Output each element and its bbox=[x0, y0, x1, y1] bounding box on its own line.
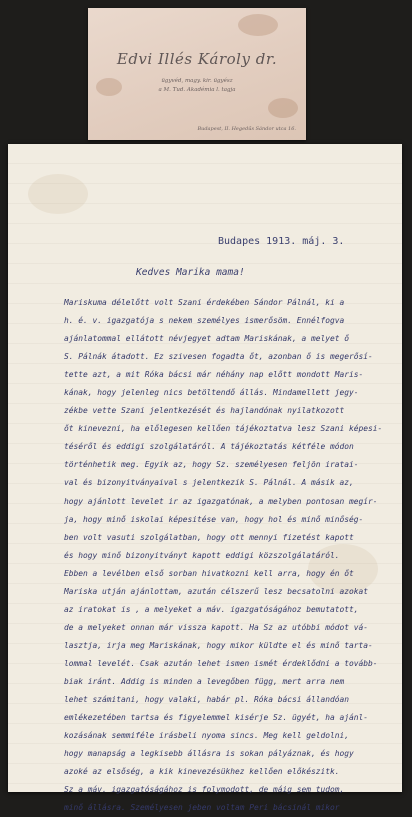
letter-date: Budapes 1913. máj. 3. bbox=[218, 236, 345, 247]
letter-line: minő állásra. Személyesen jeben voltam Peri bácsinál mikor bbox=[64, 803, 340, 813]
letter-line: hogy manapság a legkisebb állásra is sokan pályáznak, és hogy bbox=[64, 749, 354, 759]
letter-line: hogy ajánlott levelet ir az igazgatónak, a melyben pontosan megír- bbox=[64, 496, 378, 506]
letter-line: azoké az elsőség, a kik kinevezésükhez kellően előkészitk. bbox=[64, 767, 340, 777]
letter-line: lommal levelét. Csak azután lehet ismen ismét érdeklődni a tovább- bbox=[64, 658, 378, 668]
card-membership-line: a M. Tud. Akadémia l. tagja bbox=[158, 87, 236, 93]
letter-line: az iratokat is , a melyeket a máv. igazgatóságához bemutatott, bbox=[64, 604, 359, 614]
letter-line: ja, hogy minő iskolai képesitése van, hogy hol és minő minőség- bbox=[64, 514, 364, 524]
letter-line: Mariskuma délelőtt volt Szani érdekében Sándor Pálnál, ki a bbox=[64, 298, 345, 307]
letter-line: Ebben a levélben első sorban hivatkozni kell arra, hogy én őt bbox=[64, 568, 354, 578]
letter-line: S. Pálnák átadott. Ez szivesen fogadta őt, azonban ő is megerősí- bbox=[64, 352, 373, 362]
business-card bbox=[88, 8, 306, 140]
letter-line: téséről és eddigi szolgálatáról. A tájékoztatás kétféle módon bbox=[64, 442, 354, 452]
letter-line: emlékezetében tartsa és figyelemmel kisérje Sz. ügyét, ha ajánl- bbox=[64, 713, 369, 723]
card-address: Budapest, II. Hegedűs Sándor utca 16. bbox=[197, 126, 296, 132]
letter-line: és hogy minő bizonyitványt kapott eddigi közszolgálatáról. bbox=[64, 550, 340, 560]
letter-line: történhetik meg. Egyik az, hogy Sz. személyesen feljön iratai- bbox=[64, 460, 359, 470]
letter-line: kozásának semmiféle irásbeli nyoma sincs. Meg kell geldolni, bbox=[64, 731, 350, 741]
letter-page bbox=[8, 144, 402, 813]
letter-line: lasztja, irja meg Mariskának, hogy mikor küldte el és minő tarta- bbox=[64, 640, 373, 650]
letter-line: ajánlatommal ellátott névjegyet adtam Mariskának, a melyet ő bbox=[64, 334, 350, 344]
letter-line: kának, hogy jelenleg nics betöltendő állás. Mindamellett jegy- bbox=[64, 388, 359, 398]
letter-line: zékbe vette Szani jelentkezését és hajlandónak nyilatkozott bbox=[64, 406, 345, 416]
letter-line: lehet számitani, hogy valaki, habár pl. Róka bácsi állandóan bbox=[64, 695, 350, 705]
letter-line: biak iránt. Addig is minden a levegőben függ, mert arra nem bbox=[64, 676, 345, 686]
letter-line: de a melyeket onnan már vissza kapott. Ha Sz az utóbbi módot vá- bbox=[64, 622, 369, 632]
letter-line: val és bizonyitványaival s jelentkezik S. Pálnál. A másik az, bbox=[64, 478, 354, 488]
letter-line: tette azt, a mit Róka bácsi már néhány nap előtt mondott Maris- bbox=[64, 370, 364, 380]
card-name: Edvi Illés Károly dr. bbox=[116, 50, 278, 68]
card-title-line: ügyvéd, magy. kir. ügyész bbox=[161, 78, 233, 84]
letter-greeting: Kedves Marika mama! bbox=[136, 267, 245, 278]
letter-line: Sz a máv. igazgatóságához is folymodott, de máig sem tudom, bbox=[64, 785, 345, 795]
letter-body bbox=[64, 294, 396, 817]
letter-line: ben volt vasuti szolgálatban, hogy ott mennyi fizetést kapott bbox=[64, 532, 354, 542]
letter-line: h. é. v. igazgatója s nekem személyes ismerősöm. Ennélfogva bbox=[64, 316, 345, 326]
letter-line: Mariska utján ajánlottam, azután célszerű lesz becsatolni azokat bbox=[64, 586, 369, 596]
letter-line: őt kinevezni, ha előlegesen kellően tájékoztatva lesz Szani képesi- bbox=[64, 424, 383, 434]
